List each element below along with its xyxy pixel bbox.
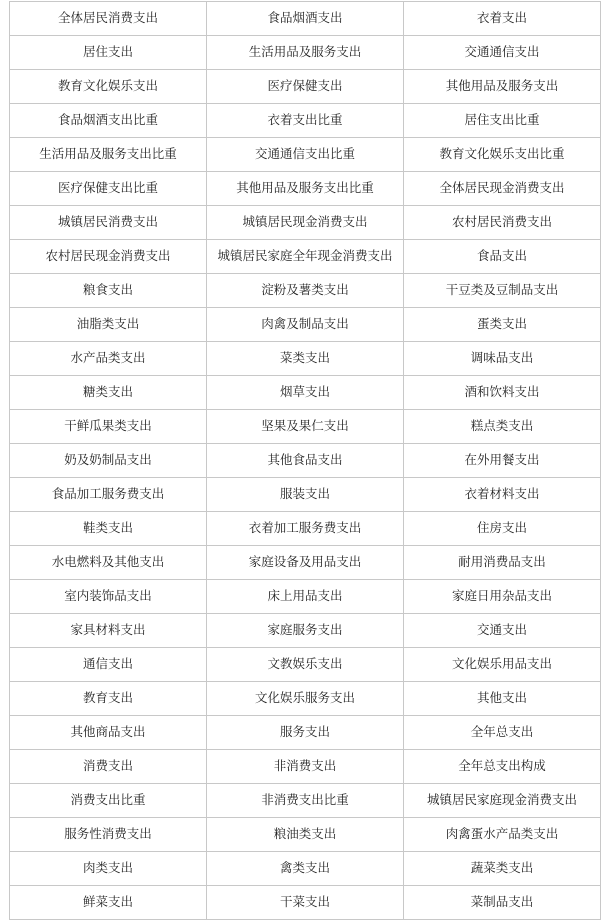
table-cell[interactable]: 菜制品支出 (404, 886, 601, 920)
table-cell[interactable]: 衣着材料支出 (404, 478, 601, 512)
table-cell[interactable]: 家庭服务支出 (207, 614, 404, 648)
table-cell[interactable]: 食品烟酒支出比重 (10, 104, 207, 138)
indicator-table (9, 1, 601, 920)
table-cell[interactable]: 耐用消费品支出 (404, 546, 601, 580)
table-cell[interactable]: 服装支出 (207, 478, 404, 512)
table-row (10, 852, 601, 886)
table-cell[interactable]: 文化娱乐用品支出 (404, 648, 601, 682)
table-cell[interactable]: 文教娱乐支出 (207, 648, 404, 682)
table-cell[interactable]: 其他用品及服务支出比重 (207, 172, 404, 206)
table-cell[interactable]: 居住支出 (10, 36, 207, 70)
table-cell[interactable]: 粮食支出 (10, 274, 207, 308)
table-cell[interactable]: 干鲜瓜果类支出 (10, 410, 207, 444)
table-cell[interactable]: 住房支出 (404, 512, 601, 546)
table-row (10, 682, 601, 716)
table-cell[interactable]: 交通通信支出 (404, 36, 601, 70)
table-cell[interactable]: 食品加工服务费支出 (10, 478, 207, 512)
table-cell[interactable]: 床上用品支出 (207, 580, 404, 614)
table-cell[interactable]: 食品支出 (404, 240, 601, 274)
table-cell[interactable]: 室内装饰品支出 (10, 580, 207, 614)
table-cell[interactable]: 生活用品及服务支出比重 (10, 138, 207, 172)
table-row (10, 342, 601, 376)
table-cell[interactable]: 衣着支出比重 (207, 104, 404, 138)
table-cell[interactable]: 家庭设备及用品支出 (207, 546, 404, 580)
table-row (10, 580, 601, 614)
table-cell[interactable]: 肉禽蛋水产品类支出 (404, 818, 601, 852)
table-cell[interactable]: 坚果及果仁支出 (207, 410, 404, 444)
table-row (10, 410, 601, 444)
table-cell[interactable]: 调味品支出 (404, 342, 601, 376)
table-cell[interactable]: 糖类支出 (10, 376, 207, 410)
table-row (10, 444, 601, 478)
table-cell[interactable]: 医疗保健支出 (207, 70, 404, 104)
table-row (10, 376, 601, 410)
table-row (10, 716, 601, 750)
table-cell[interactable]: 城镇居民消费支出 (10, 206, 207, 240)
table-cell[interactable]: 粮油类支出 (207, 818, 404, 852)
table-cell[interactable]: 肉类支出 (10, 852, 207, 886)
table-cell[interactable]: 农村居民消费支出 (404, 206, 601, 240)
table-cell[interactable]: 肉禽及制品支出 (207, 308, 404, 342)
table-cell[interactable]: 淀粉及薯类支出 (207, 274, 404, 308)
table-cell[interactable]: 农村居民现金消费支出 (10, 240, 207, 274)
table-cell[interactable]: 蛋类支出 (404, 308, 601, 342)
table-cell[interactable]: 教育文化娱乐支出比重 (404, 138, 601, 172)
table-row (10, 784, 601, 818)
table-row (10, 104, 601, 138)
table-row (10, 172, 601, 206)
table-cell[interactable]: 通信支出 (10, 648, 207, 682)
table-cell[interactable]: 全年总支出 (404, 716, 601, 750)
table-row (10, 886, 601, 920)
table-row (10, 206, 601, 240)
table-cell[interactable]: 油脂类支出 (10, 308, 207, 342)
table-cell[interactable]: 衣着加工服务费支出 (207, 512, 404, 546)
table-cell[interactable]: 其他用品及服务支出 (404, 70, 601, 104)
table-cell[interactable]: 家庭日用杂品支出 (404, 580, 601, 614)
table-row (10, 138, 601, 172)
table-row (10, 240, 601, 274)
table-cell[interactable]: 服务性消费支出 (10, 818, 207, 852)
table-cell[interactable]: 酒和饮料支出 (404, 376, 601, 410)
table-cell[interactable]: 居住支出比重 (404, 104, 601, 138)
table-cell[interactable]: 消费支出比重 (10, 784, 207, 818)
table-cell[interactable]: 干豆类及豆制品支出 (404, 274, 601, 308)
table-cell[interactable]: 交通支出 (404, 614, 601, 648)
table-cell[interactable]: 奶及奶制品支出 (10, 444, 207, 478)
table-cell[interactable]: 交通通信支出比重 (207, 138, 404, 172)
table-row (10, 818, 601, 852)
table-row (10, 546, 601, 580)
table-cell[interactable]: 医疗保健支出比重 (10, 172, 207, 206)
table-cell[interactable]: 烟草支出 (207, 376, 404, 410)
table-cell[interactable]: 干菜支出 (207, 886, 404, 920)
table-cell[interactable]: 其他支出 (404, 682, 601, 716)
table-cell[interactable]: 城镇居民家庭全年现金消费支出 (207, 240, 404, 274)
table-cell[interactable]: 禽类支出 (207, 852, 404, 886)
table-row (10, 512, 601, 546)
table-cell[interactable]: 生活用品及服务支出 (207, 36, 404, 70)
table-row (10, 36, 601, 70)
table-cell[interactable]: 教育文化娱乐支出 (10, 70, 207, 104)
table-row (10, 308, 601, 342)
table-row (10, 648, 601, 682)
table-cell[interactable]: 鞋类支出 (10, 512, 207, 546)
table-row (10, 614, 601, 648)
indicator-table-body (10, 2, 601, 920)
table-cell[interactable]: 城镇居民现金消费支出 (207, 206, 404, 240)
table-cell[interactable]: 消费支出 (10, 750, 207, 784)
table-cell[interactable]: 全体居民消费支出 (10, 2, 207, 36)
table-cell[interactable]: 其他商品支出 (10, 716, 207, 750)
table-cell[interactable]: 水电燃料及其他支出 (10, 546, 207, 580)
table-row (10, 2, 601, 36)
table-cell[interactable]: 鲜菜支出 (10, 886, 207, 920)
table-row (10, 274, 601, 308)
table-cell[interactable]: 菜类支出 (207, 342, 404, 376)
table-cell[interactable]: 食品烟酒支出 (207, 2, 404, 36)
table-cell[interactable]: 蔬菜类支出 (404, 852, 601, 886)
table-row (10, 478, 601, 512)
table-cell[interactable]: 非消费支出 (207, 750, 404, 784)
table-cell[interactable]: 非消费支出比重 (207, 784, 404, 818)
table-cell[interactable]: 文化娱乐服务支出 (207, 682, 404, 716)
table-cell[interactable]: 全体居民现金消费支出 (404, 172, 601, 206)
table-row (10, 70, 601, 104)
table-cell[interactable]: 城镇居民家庭现金消费支出 (404, 784, 601, 818)
table-cell[interactable]: 糕点类支出 (404, 410, 601, 444)
table-cell[interactable]: 全年总支出构成 (404, 750, 601, 784)
table-row (10, 750, 601, 784)
table-cell[interactable]: 其他食品支出 (207, 444, 404, 478)
table-cell[interactable]: 衣着支出 (404, 2, 601, 36)
table-cell[interactable]: 水产品类支出 (10, 342, 207, 376)
table-cell[interactable]: 教育支出 (10, 682, 207, 716)
table-cell[interactable]: 家具材料支出 (10, 614, 207, 648)
table-cell[interactable]: 在外用餐支出 (404, 444, 601, 478)
table-cell[interactable]: 服务支出 (207, 716, 404, 750)
